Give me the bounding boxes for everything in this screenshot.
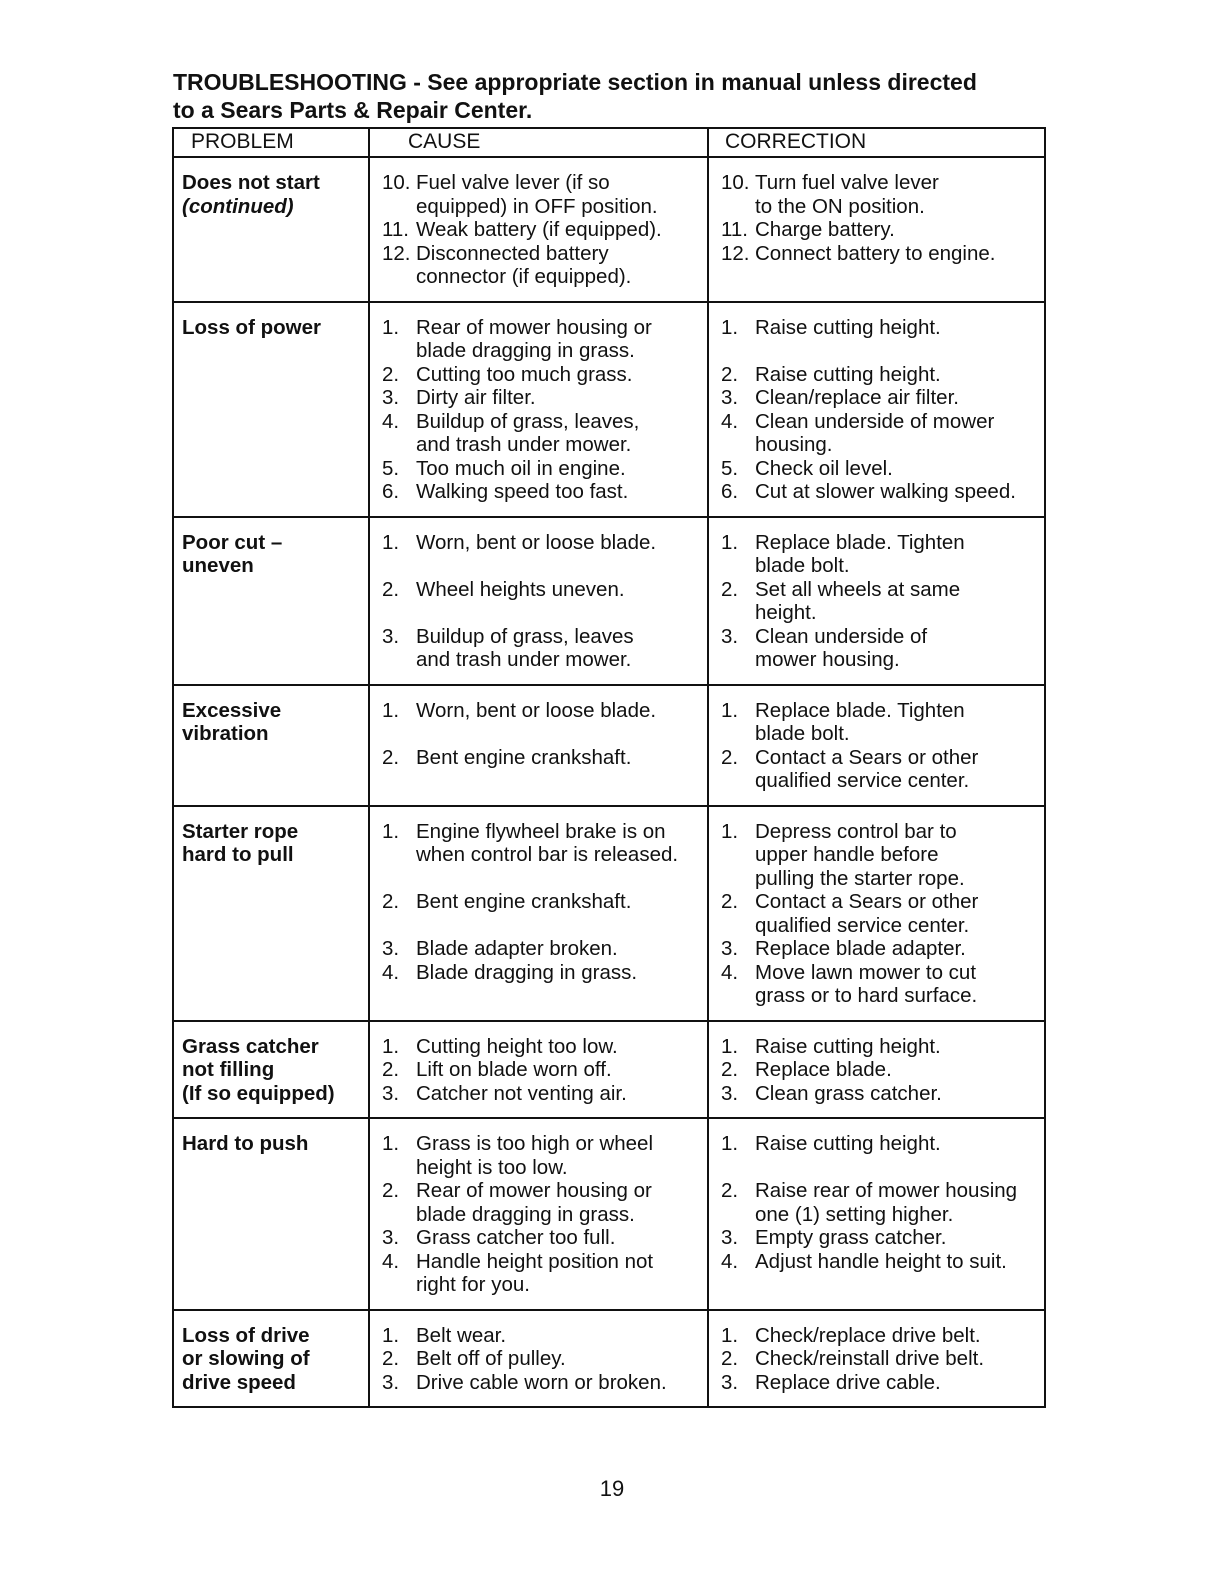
cause-item xyxy=(382,1324,703,1348)
item-text: Buildup of grass, leaves, and trash under mower. xyxy=(416,409,640,456)
item-number: 1. xyxy=(721,698,739,722)
item-number: 12. xyxy=(721,241,750,265)
correction-item xyxy=(721,1132,1040,1156)
problem-cell xyxy=(173,157,369,302)
item-text: Weak battery (if equipped). xyxy=(416,218,662,241)
item-number: 2. xyxy=(382,745,400,769)
item-number: 4. xyxy=(382,960,400,984)
correction-item xyxy=(721,746,1040,793)
item-text: Charge battery. xyxy=(755,218,895,241)
problem-line: Loss of power xyxy=(182,315,321,339)
item-number: 2. xyxy=(382,1058,400,1081)
correction-item xyxy=(721,242,1040,266)
correction-item xyxy=(721,820,1040,891)
item-number: 2. xyxy=(721,890,739,913)
table-row xyxy=(173,302,1045,517)
item-number: 12. xyxy=(382,241,411,265)
item-number: 3. xyxy=(721,386,739,409)
cause-item xyxy=(382,1179,703,1226)
spacer xyxy=(721,339,1040,363)
cause-cell xyxy=(369,1310,708,1408)
item-number: 4. xyxy=(721,1249,739,1273)
item-text: Cutting height too low. xyxy=(416,1034,618,1058)
item-text: Check/replace drive belt. xyxy=(755,1323,981,1347)
problem-line: hard to pull xyxy=(182,843,294,866)
item-number: 2. xyxy=(382,1179,400,1202)
table-row xyxy=(173,517,1045,685)
item-number: 3. xyxy=(721,624,739,648)
item-number: 1. xyxy=(382,1323,400,1347)
title-line-2: to a Sears Parts & Repair Center. xyxy=(173,97,533,123)
correction-item xyxy=(721,531,1040,578)
problem-line: or slowing of xyxy=(182,1347,310,1370)
table-row xyxy=(173,685,1045,806)
item-text: Lift on blade worn off. xyxy=(416,1058,612,1081)
correction-item xyxy=(721,316,1040,340)
item-number: 2. xyxy=(382,362,400,386)
problem-cell xyxy=(173,806,369,1021)
cause-item xyxy=(382,480,703,504)
cause-cell xyxy=(369,302,708,517)
table-row xyxy=(173,806,1045,1021)
item-text: Raise rear of mower housing one (1) setting higher. xyxy=(755,1179,1018,1226)
item-text: Grass catcher too full. xyxy=(416,1226,616,1249)
page-number: 19 xyxy=(599,1476,625,1501)
item-number: 6. xyxy=(382,480,400,503)
item-text: Disconnected battery connector (if equipped). xyxy=(416,241,632,288)
correction-item xyxy=(721,699,1040,746)
item-number: 2. xyxy=(721,577,739,601)
item-text: Adjust handle height to suit. xyxy=(755,1249,1007,1273)
correction-item xyxy=(721,457,1040,481)
spacer xyxy=(721,1156,1040,1180)
item-number: 4. xyxy=(382,409,400,433)
table-row xyxy=(173,157,1045,302)
correction-item xyxy=(721,1347,1040,1371)
header-problem: PROBLEM xyxy=(173,128,369,157)
correction-item xyxy=(721,625,1040,672)
spacer xyxy=(382,554,703,578)
item-number: 3. xyxy=(721,1226,739,1249)
item-number: 3. xyxy=(382,1081,400,1105)
item-text: Depress control bar to upper handle before pulling the starter rope. xyxy=(755,819,965,890)
cause-item xyxy=(382,410,703,457)
problem-line: (If so equipped) xyxy=(182,1081,335,1105)
table-body xyxy=(173,157,1045,1407)
item-text: Blade dragging in grass. xyxy=(416,960,638,984)
item-number: 4. xyxy=(721,960,739,984)
item-number: 4. xyxy=(721,409,739,433)
item-text: Contact a Sears or other qualified service center. xyxy=(755,745,979,792)
problem-line: not filling xyxy=(182,1058,275,1081)
cause-item xyxy=(382,699,703,723)
item-text: Connect battery to engine. xyxy=(755,241,996,265)
cause-item xyxy=(382,961,703,985)
table-row xyxy=(173,1310,1045,1408)
cause-cell xyxy=(369,806,708,1021)
item-number: 1. xyxy=(382,698,400,722)
item-text: Check oil level. xyxy=(755,456,893,480)
item-number: 3. xyxy=(721,1370,739,1394)
item-number: 1. xyxy=(721,315,739,339)
cause-item xyxy=(382,625,703,672)
problem-line: Starter rope xyxy=(182,819,299,843)
problem-cell xyxy=(173,517,369,685)
item-text: Clean underside of mower housing. xyxy=(755,409,995,456)
item-number: 3. xyxy=(382,386,400,409)
cause-cell xyxy=(369,1118,708,1310)
cause-item xyxy=(382,218,703,242)
correction-item xyxy=(721,218,1040,242)
correction-item xyxy=(721,410,1040,457)
correction-item xyxy=(721,1058,1040,1082)
correction-item xyxy=(721,1226,1040,1250)
correction-item xyxy=(721,1324,1040,1348)
correction-item xyxy=(721,1179,1040,1226)
cause-item xyxy=(382,386,703,410)
item-text: Drive cable worn or broken. xyxy=(416,1370,667,1394)
item-text: Clean underside of mower housing. xyxy=(755,624,928,671)
correction-item xyxy=(721,1035,1040,1059)
cause-item xyxy=(382,1058,703,1082)
problem-cell xyxy=(173,685,369,806)
cause-item xyxy=(382,746,703,770)
correction-item xyxy=(721,578,1040,625)
item-text: Fuel valve lever (if so equipped) in OFF position. xyxy=(416,171,658,218)
cause-item xyxy=(382,457,703,481)
item-text: Grass is too high or wheel height is too low. xyxy=(416,1132,654,1179)
item-number: 2. xyxy=(382,1347,400,1370)
item-number: 1. xyxy=(721,819,739,843)
item-number: 11. xyxy=(721,218,748,241)
item-number: 1. xyxy=(721,1132,739,1155)
item-number: 10. xyxy=(721,171,750,194)
cause-item xyxy=(382,1226,703,1250)
item-number: 1. xyxy=(721,530,739,554)
problem-line: Does not start xyxy=(182,171,320,194)
item-text: Replace blade adapter. xyxy=(755,937,966,960)
item-text: Handle height position not right for you. xyxy=(416,1249,654,1296)
cause-item xyxy=(382,1250,703,1297)
item-text: Raise cutting height. xyxy=(755,315,941,339)
item-text: Replace blade. Tighten blade bolt. xyxy=(755,698,965,745)
item-number: 1. xyxy=(721,1034,739,1058)
correction-cell xyxy=(708,1118,1045,1310)
item-number: 4. xyxy=(382,1249,400,1273)
page-title xyxy=(173,68,1073,124)
correction-cell xyxy=(708,157,1045,302)
troubleshooting-table xyxy=(172,127,1046,1408)
item-text: Bent engine crankshaft. xyxy=(416,890,632,913)
item-number: 3. xyxy=(382,937,400,960)
item-text: Clean/replace air filter. xyxy=(755,386,959,409)
correction-cell xyxy=(708,302,1045,517)
cause-item xyxy=(382,937,703,961)
item-number: 2. xyxy=(382,890,400,913)
item-text: Rear of mower housing or blade dragging in grass. xyxy=(416,1179,652,1226)
spacer xyxy=(382,601,703,625)
item-text: Empty grass catcher. xyxy=(755,1226,947,1249)
item-number: 10. xyxy=(382,171,411,194)
correction-cell xyxy=(708,806,1045,1021)
item-text: Turn fuel valve lever to the ON position. xyxy=(755,171,939,218)
cause-item xyxy=(382,363,703,387)
cause-item xyxy=(382,1132,703,1179)
correction-item xyxy=(721,171,1040,218)
item-number: 3. xyxy=(382,1370,400,1394)
item-text: Wheel heights uneven. xyxy=(416,577,625,601)
item-number: 5. xyxy=(382,456,400,480)
problem-line: drive speed xyxy=(182,1370,296,1394)
spacer xyxy=(382,722,703,746)
cause-cell xyxy=(369,157,708,302)
item-number: 2. xyxy=(721,1058,739,1081)
item-text: Rear of mower housing or blade dragging in grass. xyxy=(416,315,652,362)
table-row xyxy=(173,1118,1045,1310)
item-text: Walking speed too fast. xyxy=(416,480,629,503)
item-text: Engine flywheel brake is on when control bar is released. xyxy=(416,819,679,866)
correction-cell xyxy=(708,1310,1045,1408)
correction-item xyxy=(721,1250,1040,1274)
cause-item xyxy=(382,820,703,867)
cause-cell xyxy=(369,517,708,685)
spacer xyxy=(382,867,703,891)
item-text: Raise cutting height. xyxy=(755,362,941,386)
correction-item xyxy=(721,1371,1040,1395)
item-number: 3. xyxy=(382,624,400,648)
cause-cell xyxy=(369,685,708,806)
item-text: Contact a Sears or other qualified service center. xyxy=(755,890,979,937)
item-text: Dirty air filter. xyxy=(416,386,536,409)
correction-item xyxy=(721,480,1040,504)
item-text: Set all wheels at same height. xyxy=(755,577,961,624)
problem-line: Grass catcher xyxy=(182,1034,319,1058)
correction-item xyxy=(721,961,1040,1008)
problem-cell xyxy=(173,1310,369,1408)
table-header-row xyxy=(173,128,1045,157)
correction-item xyxy=(721,937,1040,961)
problem-line: Poor cut – xyxy=(182,530,283,554)
problem-line: uneven xyxy=(182,554,254,577)
item-number: 1. xyxy=(382,530,400,554)
item-text: Replace drive cable. xyxy=(755,1370,941,1394)
item-text: Too much oil in engine. xyxy=(416,456,626,480)
cause-item xyxy=(382,531,703,555)
item-number: 2. xyxy=(721,362,739,386)
item-text: Replace blade. xyxy=(755,1058,892,1081)
item-number: 3. xyxy=(721,1081,739,1105)
cause-item xyxy=(382,171,703,218)
item-number: 1. xyxy=(382,315,400,339)
item-number: 3. xyxy=(382,1226,400,1249)
header-correction: CORRECTION xyxy=(708,128,1045,157)
item-number: 1. xyxy=(382,819,400,843)
cause-item xyxy=(382,1371,703,1395)
item-text: Belt wear. xyxy=(416,1323,507,1347)
item-number: 5. xyxy=(721,456,739,480)
item-text: Clean grass catcher. xyxy=(755,1081,942,1105)
problem-cell xyxy=(173,1021,369,1119)
problem-line: Loss of drive xyxy=(182,1323,310,1347)
item-text: Check/reinstall drive belt. xyxy=(755,1347,985,1370)
cause-cell xyxy=(369,1021,708,1119)
header-cause: CAUSE xyxy=(369,128,708,157)
item-text: Worn, bent or loose blade. xyxy=(416,530,657,554)
correction-cell xyxy=(708,517,1045,685)
problem-cell xyxy=(173,302,369,517)
item-text: Cut at slower walking speed. xyxy=(755,480,1016,503)
cause-item xyxy=(382,578,703,602)
correction-cell xyxy=(708,685,1045,806)
item-text: Belt off of pulley. xyxy=(416,1347,566,1370)
cause-item xyxy=(382,1035,703,1059)
correction-item xyxy=(721,363,1040,387)
item-number: 1. xyxy=(382,1132,400,1155)
cause-item xyxy=(382,1347,703,1371)
item-number: 2. xyxy=(721,1347,739,1370)
item-number: 11. xyxy=(382,218,409,241)
spacer xyxy=(382,914,703,938)
item-text: Bent engine crankshaft. xyxy=(416,745,632,769)
item-text: Raise cutting height. xyxy=(755,1034,941,1058)
cause-item xyxy=(382,1082,703,1106)
item-number: 2. xyxy=(382,577,400,601)
item-text: Buildup of grass, leaves and trash under mower. xyxy=(416,624,634,671)
table-row xyxy=(173,1021,1045,1119)
correction-cell xyxy=(708,1021,1045,1119)
item-number: 3. xyxy=(721,937,739,960)
item-text: Worn, bent or loose blade. xyxy=(416,698,657,722)
correction-item xyxy=(721,386,1040,410)
item-number: 1. xyxy=(721,1323,739,1347)
problem-line: Excessive xyxy=(182,698,282,722)
problem-line: (continued) xyxy=(182,194,294,218)
problem-cell xyxy=(173,1118,369,1310)
correction-item xyxy=(721,1082,1040,1106)
problem-line: Hard to push xyxy=(182,1132,309,1155)
item-number: 6. xyxy=(721,480,739,503)
problem-line: vibration xyxy=(182,722,269,745)
item-number: 2. xyxy=(721,745,739,769)
item-number: 2. xyxy=(721,1179,739,1202)
cause-item xyxy=(382,316,703,363)
item-text: Move lawn mower to cut grass or to hard surface. xyxy=(755,960,978,1007)
title-line-1: TROUBLESHOOTING - See appropriate section in manual unless directed xyxy=(173,69,977,95)
item-text: Catcher not venting air. xyxy=(416,1081,627,1105)
correction-item xyxy=(721,890,1040,937)
item-text: Blade adapter broken. xyxy=(416,937,618,960)
cause-item xyxy=(382,890,703,914)
item-text: Replace blade. Tighten blade bolt. xyxy=(755,530,965,577)
item-text: Cutting too much grass. xyxy=(416,362,633,386)
item-text: Raise cutting height. xyxy=(755,1132,941,1155)
cause-item xyxy=(382,242,703,289)
item-number: 1. xyxy=(382,1034,400,1058)
